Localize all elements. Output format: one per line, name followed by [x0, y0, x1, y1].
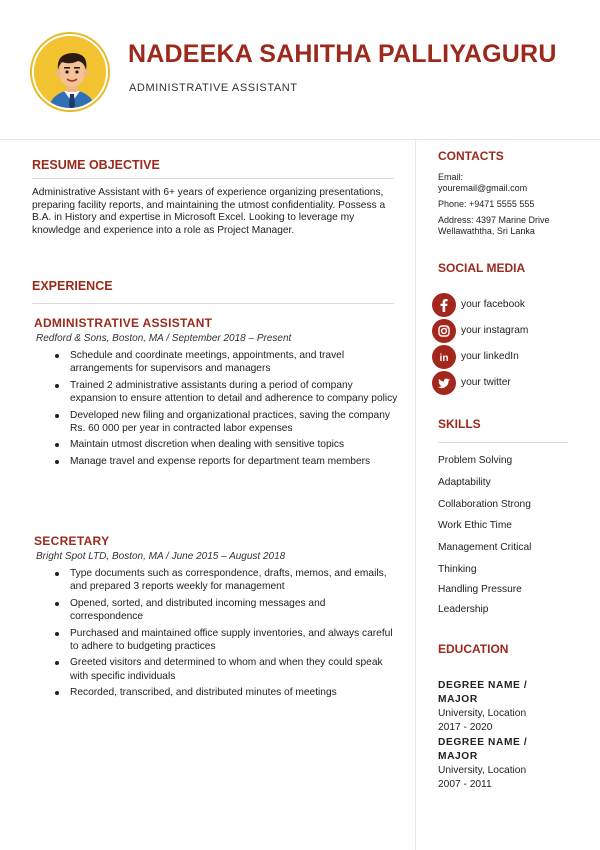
social-link-linkedin[interactable]	[432, 345, 582, 369]
bullet-dot	[55, 632, 59, 636]
experience-title: EXPERIENCE	[32, 279, 113, 293]
education-entry	[438, 679, 568, 735]
candidate-role: ADMINISTRATIVE ASSISTANT	[129, 82, 298, 94]
skills-section-header	[438, 417, 568, 443]
email-value: youremail@gmail.com	[438, 183, 528, 193]
objective-title: RESUME OBJECTIVE	[32, 158, 160, 172]
bullet-text: Schedule and coordinate meetings, appointments, and travel arrangements for supervisors and managers	[70, 350, 345, 375]
bullet-item	[34, 349, 400, 376]
bullet-text: Greeted visitors and determined to whom and when they could speak with specific individuals	[70, 657, 383, 682]
candidate-name: NADEEKA SAHITHA PALLIYAGURU	[128, 40, 557, 68]
avatar-illustration	[34, 36, 108, 110]
bullet-dot	[55, 602, 59, 606]
avatar	[32, 34, 108, 110]
objective-text: Administrative Assistant with 6+ years of experience organizing presentations, preparing facility reports, and maintaining the utmost confidentiality. Possess a B.A. in History and expertise in Microsoft Excel. Looking to leverage my knowledge and experience into a role as Project Manager.	[32, 187, 386, 236]
social-media-title: SOCIAL MEDIA	[438, 261, 526, 275]
instagram-icon	[432, 319, 456, 343]
bullet-dot	[55, 354, 59, 358]
degree-location: University, Location	[438, 708, 527, 719]
degree-location: University, Location	[438, 765, 527, 776]
skill-item: Problem Solving	[438, 455, 513, 466]
bullet-item	[34, 379, 400, 406]
skill-item: Work Ethic Time	[438, 520, 512, 531]
bullet-item	[34, 627, 400, 654]
bullet-dot	[55, 460, 59, 464]
job-meta: Bright Spot LTD, Boston, MA / June 2015 – August 2018	[36, 551, 286, 562]
education-title: EDUCATION	[438, 642, 509, 656]
bullet-item	[34, 409, 400, 436]
contacts-title: CONTACTS	[438, 149, 504, 163]
skill-item: Management Critical	[438, 542, 532, 553]
bullet-text: Manage travel and expense reports for department team members	[70, 455, 371, 467]
skills-title: SKILLS	[438, 417, 481, 431]
bullet-text: Recorded, transcribed, and distributed minutes of meetings	[70, 687, 337, 699]
bullet-item	[34, 597, 400, 624]
bullet-item	[34, 686, 400, 699]
bullet-dot	[55, 691, 59, 695]
section-divider	[32, 178, 394, 179]
section-divider	[438, 442, 568, 443]
skill-item: Collaboration Strong	[438, 499, 531, 510]
resume-header	[0, 0, 600, 140]
bullet-text: Opened, sorted, and distributed incoming messages and correspondence	[70, 597, 326, 623]
skill-item: Handling Pressure	[438, 584, 522, 595]
job-bullets	[34, 349, 400, 468]
skill-item: Adaptability	[438, 477, 491, 488]
skill-item: Thinking	[438, 564, 477, 575]
bullet-text: Trained 2 administrative assistants during a period of company expansion to ensure attention to detail and adherence to company policy	[70, 379, 398, 405]
social-label: your instagram	[461, 325, 529, 336]
degree-years: 2007 - 2011	[438, 779, 492, 790]
job-title: ADMINISTRATIVE ASSISTANT	[34, 316, 213, 330]
bullet-text: Purchased and maintained office supply inventories, and always careful to adhere to budgeting practices	[70, 627, 393, 653]
column-divider	[415, 140, 416, 850]
job-title: SECRETARY	[34, 534, 110, 548]
section-divider	[32, 303, 394, 304]
social-label: your facebook	[461, 299, 525, 310]
header-divider	[0, 139, 600, 140]
social-link-instagram[interactable]	[432, 319, 582, 343]
social-link-facebook[interactable]	[432, 293, 582, 317]
skill-item: Leadership	[438, 604, 489, 615]
degree-name: DEGREE NAME / MAJOR	[438, 680, 528, 705]
bullet-item	[34, 656, 400, 683]
bullet-dot	[55, 661, 59, 665]
bullet-dot	[55, 443, 59, 447]
job-entry	[34, 316, 400, 471]
bullet-dot	[55, 414, 59, 418]
bullet-text: Type documents such as correspondence, drafts, memos, and emails, and prepared 3 reports weekly for management	[70, 568, 387, 593]
bullet-dot	[55, 572, 59, 576]
email-label: Email:	[438, 172, 464, 182]
bullet-dot	[55, 384, 59, 388]
bullet-text: Maintain utmost discretion when dealing with sensitive topics	[70, 439, 345, 451]
objective-section-header	[32, 158, 394, 179]
phone-value: Phone: +9471 5555 555	[438, 199, 535, 209]
twitter-icon	[432, 371, 456, 395]
degree-years: 2017 - 2020	[438, 722, 493, 733]
bullet-text: Developed new filing and organizational practices, saving the company Rs. 60 000 per year in contracted labor expenses	[70, 409, 390, 435]
address-value: Address: 4397 Marine Drive Wellawaththa, Sri Lanka	[438, 215, 550, 236]
job-bullets	[34, 567, 400, 700]
social-label: your twitter	[461, 377, 511, 388]
experience-section-header	[32, 279, 394, 304]
linkedin-icon	[432, 345, 456, 369]
education-entry	[438, 736, 568, 792]
degree-name: DEGREE NAME / MAJOR	[438, 737, 528, 762]
bullet-item	[34, 567, 400, 594]
bullet-item	[34, 455, 400, 468]
facebook-icon	[432, 293, 456, 317]
social-label: your linkedIn	[461, 351, 519, 362]
job-meta: Redford & Sons, Boston, MA / September 2018 – Present	[36, 333, 292, 344]
bullet-item	[34, 438, 400, 451]
svg-text:in: in	[439, 353, 449, 364]
social-link-twitter[interactable]	[432, 371, 582, 395]
job-entry	[34, 534, 400, 703]
